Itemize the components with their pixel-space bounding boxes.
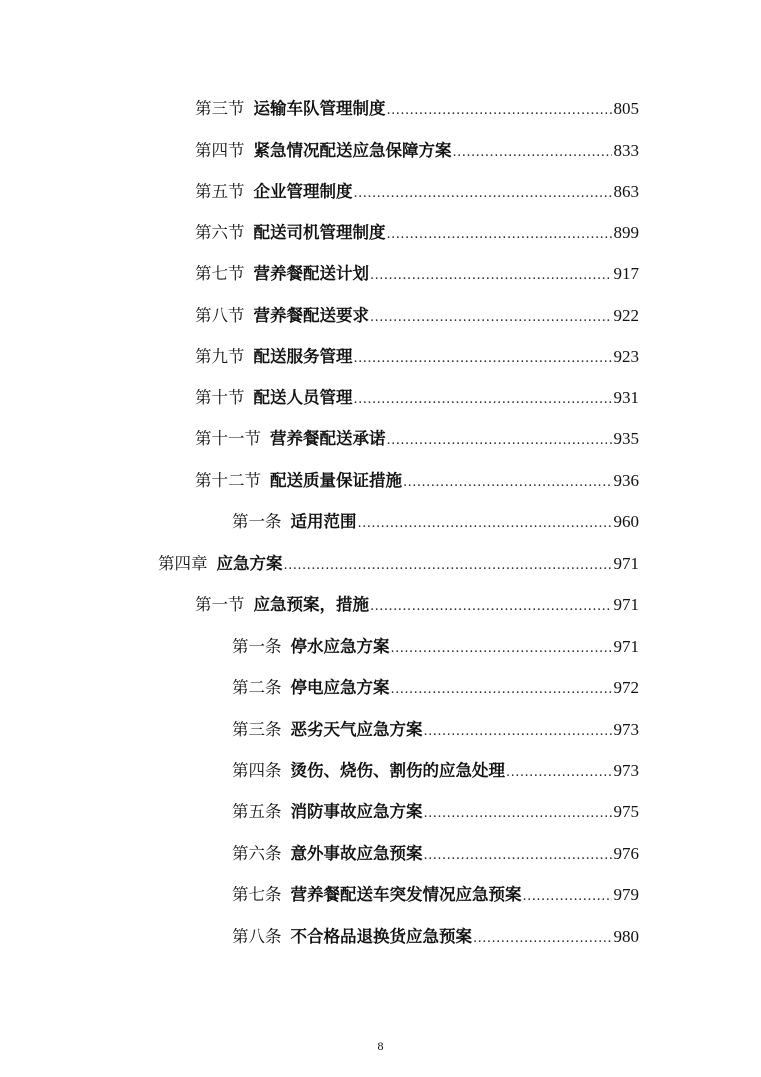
toc-entry-page: 960 xyxy=(613,512,639,531)
toc-entry[interactable] xyxy=(232,800,639,824)
toc-entry-page: 971 xyxy=(613,595,639,614)
toc-entry-title: 运输车队管理制度 xyxy=(253,99,386,118)
toc-entry-title: 营养餐配送计划 xyxy=(253,264,369,283)
toc-entry-label: 第五条 xyxy=(232,802,282,821)
toc-entry[interactable] xyxy=(232,635,639,659)
toc-dot-leader xyxy=(391,635,612,659)
toc-dot-leader xyxy=(424,800,612,824)
toc-dot-leader xyxy=(387,97,612,121)
toc-entry-page: 975 xyxy=(613,802,639,821)
toc-entry-page: 935 xyxy=(613,429,639,448)
toc-entry-label: 第八节 xyxy=(195,306,245,325)
toc-entry-label: 第二条 xyxy=(232,678,282,697)
toc-entry[interactable] xyxy=(195,593,639,617)
toc-dot-leader xyxy=(358,510,612,534)
toc-entry-title: 营养餐配送要求 xyxy=(253,306,369,325)
toc-entry-label: 第十节 xyxy=(195,388,245,407)
toc-entry-label: 第八条 xyxy=(232,927,282,946)
toc-entry[interactable] xyxy=(232,842,639,866)
toc-entry-title: 意外事故应急预案 xyxy=(290,844,423,863)
toc-entry-label: 第七条 xyxy=(232,885,282,904)
toc-entry-label: 第三节 xyxy=(195,99,245,118)
toc-dot-leader xyxy=(424,718,612,742)
toc-entry-title: 适用范围 xyxy=(290,512,357,531)
toc-entry-label: 第四节 xyxy=(195,141,245,160)
toc-entry-chapter[interactable] xyxy=(158,552,639,576)
toc-entry-page: 971 xyxy=(613,554,639,573)
toc-dot-leader xyxy=(354,345,612,369)
toc-entry-label: 第四章 xyxy=(158,554,208,573)
toc-entry-label: 第十一节 xyxy=(195,429,261,448)
toc-entry-page: 863 xyxy=(613,182,639,201)
toc-entry-title: 烫伤、烧伤、割伤的应急处理 xyxy=(290,761,505,780)
toc-dot-leader xyxy=(387,221,612,245)
toc-entry-title: 消防事故应急方案 xyxy=(290,802,423,821)
toc-entry[interactable] xyxy=(232,759,639,783)
toc-entry-page: 972 xyxy=(613,678,639,697)
toc-entry[interactable] xyxy=(195,139,639,163)
toc-dot-leader xyxy=(391,676,612,700)
toc-entry-page: 976 xyxy=(613,844,639,863)
toc-entry-label: 第一节 xyxy=(195,595,245,614)
toc-entry-page: 980 xyxy=(613,927,639,946)
toc-entry[interactable] xyxy=(195,97,639,121)
toc-entry[interactable] xyxy=(232,718,639,742)
toc-entry-title: 紧急情况配送应急保障方案 xyxy=(253,141,452,160)
toc-entry[interactable] xyxy=(232,676,639,700)
toc-entry-page: 931 xyxy=(613,388,639,407)
toc-dot-leader xyxy=(354,180,612,204)
toc-entry[interactable] xyxy=(195,345,639,369)
toc-entry[interactable] xyxy=(195,304,639,328)
toc-entry-title: 配送质量保证措施 xyxy=(270,471,402,490)
toc-entry[interactable] xyxy=(195,469,639,493)
toc-entry[interactable] xyxy=(195,262,639,286)
toc-entry-page: 899 xyxy=(613,223,639,242)
toc-dot-leader xyxy=(354,386,612,410)
toc-dot-leader xyxy=(284,552,612,576)
toc-dot-leader xyxy=(370,304,612,328)
toc-entry-title: 配送人员管理 xyxy=(253,388,353,407)
toc-entry-label: 第三条 xyxy=(232,720,282,739)
toc-dot-leader xyxy=(370,593,612,617)
toc-entry-title: 停电应急方案 xyxy=(290,678,390,697)
toc-entry-page: 973 xyxy=(613,720,639,739)
toc-entry-page: 971 xyxy=(613,637,639,656)
toc-entry[interactable] xyxy=(232,883,639,907)
toc-entry-label: 第七节 xyxy=(195,264,245,283)
toc-entry-title: 营养餐配送承诺 xyxy=(270,429,386,448)
toc-entry-label: 第六条 xyxy=(232,844,282,863)
toc-entry-page: 923 xyxy=(613,347,639,366)
toc-entry-label: 第一条 xyxy=(232,637,282,656)
toc-entry-title: 不合格品退换货应急预案 xyxy=(290,927,472,946)
toc-entry-label: 第九节 xyxy=(195,347,245,366)
toc-dot-leader xyxy=(370,262,612,286)
toc-entry-page: 917 xyxy=(613,264,639,283)
toc-entry-title: 企业管理制度 xyxy=(253,182,353,201)
toc-dot-leader xyxy=(387,427,612,451)
toc-entry-page: 833 xyxy=(613,141,639,160)
toc-entry[interactable] xyxy=(232,925,639,949)
toc-entry-page: 936 xyxy=(613,471,639,490)
toc-entry-page: 805 xyxy=(613,99,639,118)
toc-entry[interactable] xyxy=(195,180,639,204)
toc-entry-page: 979 xyxy=(613,885,639,904)
toc-entry-page: 922 xyxy=(613,306,639,325)
toc-dot-leader xyxy=(403,469,612,493)
toc-entry-title: 应急预案，措施 xyxy=(253,595,369,614)
toc-entry[interactable] xyxy=(232,510,639,534)
toc-dot-leader xyxy=(506,759,612,783)
toc-entry-title: 停水应急方案 xyxy=(290,637,390,656)
toc-entry-page: 973 xyxy=(613,761,639,780)
toc-dot-leader xyxy=(523,883,612,907)
toc-entry-title: 配送服务管理 xyxy=(253,347,353,366)
toc-entry-label: 第十二节 xyxy=(195,471,261,490)
toc-dot-leader xyxy=(473,925,612,949)
toc-entry[interactable] xyxy=(195,427,639,451)
toc-entry[interactable] xyxy=(195,386,639,410)
toc-entry-label: 第五节 xyxy=(195,182,245,201)
toc-entry[interactable] xyxy=(195,221,639,245)
toc-entry-title: 恶劣天气应急方案 xyxy=(290,720,423,739)
toc-entry-label: 第四条 xyxy=(232,761,282,780)
toc-entry-label: 第一条 xyxy=(232,512,282,531)
toc-dot-leader xyxy=(424,842,612,866)
toc-entry-label: 第六节 xyxy=(195,223,245,242)
toc-dot-leader xyxy=(453,139,612,163)
toc-entry-title: 营养餐配送车突发情况应急预案 xyxy=(290,885,522,904)
page-number: 8 xyxy=(377,1039,384,1053)
toc-entry-title: 配送司机管理制度 xyxy=(253,223,386,242)
toc-entry-title: 应急方案 xyxy=(216,554,283,573)
